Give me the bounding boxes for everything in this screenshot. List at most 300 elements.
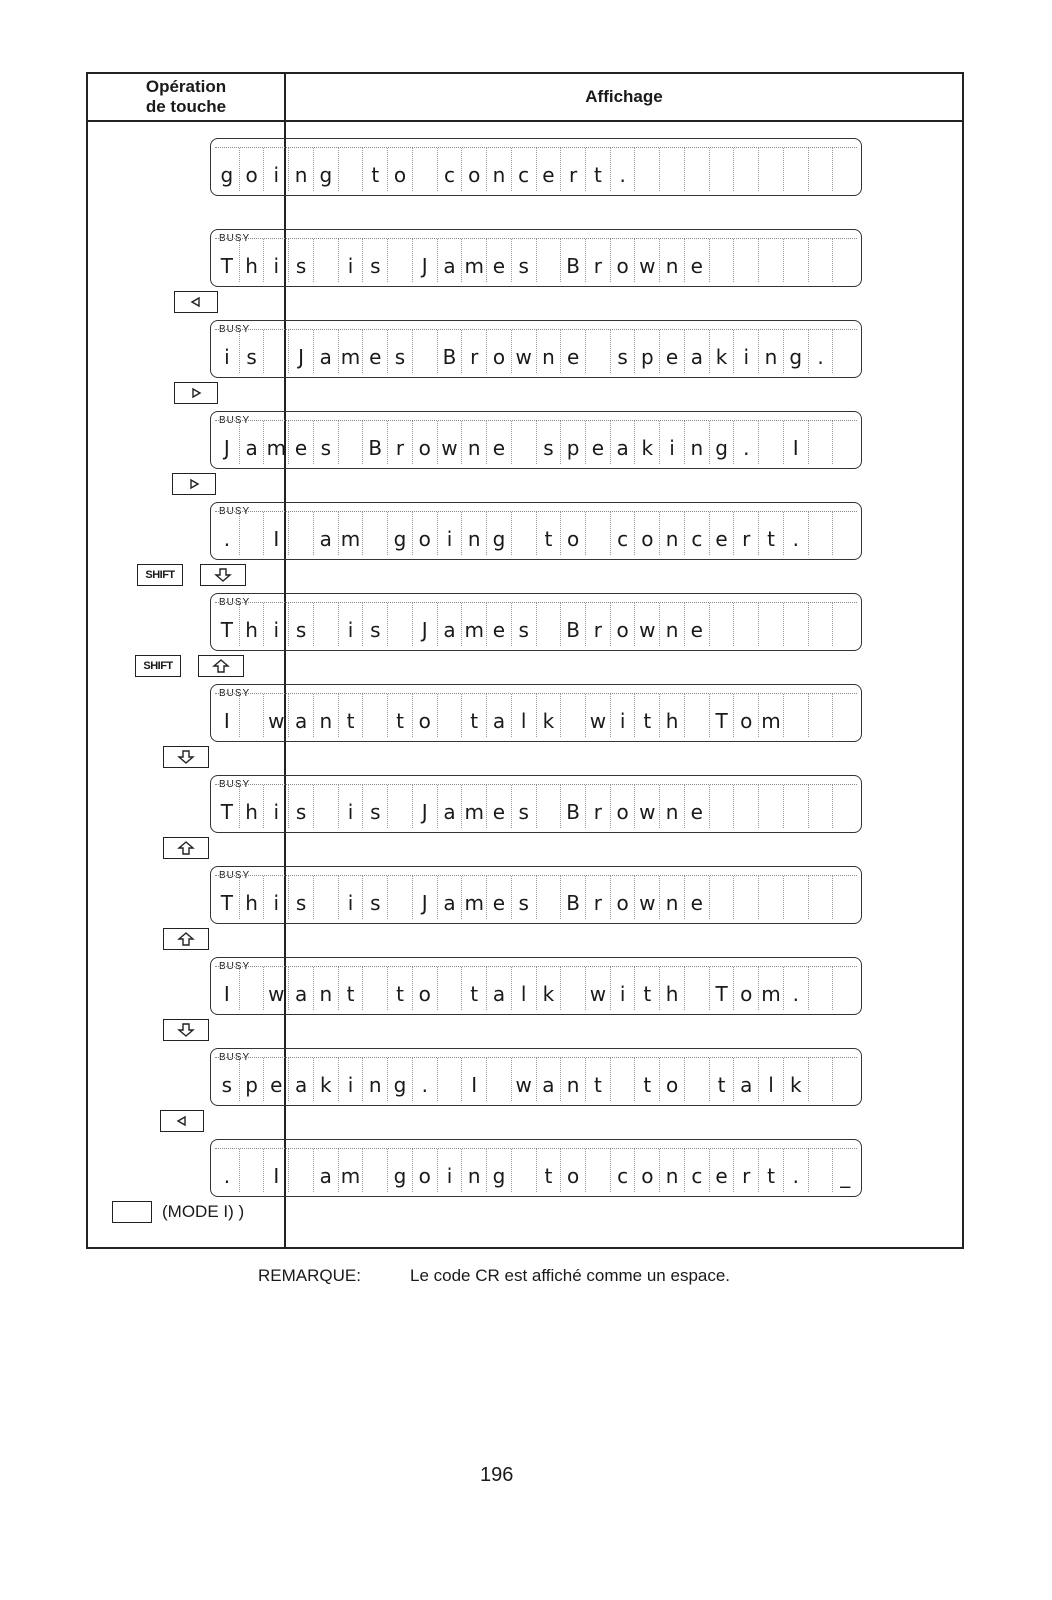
lcd-char-cell: t: [710, 1058, 735, 1101]
lcd-char-cell: o: [660, 1058, 685, 1101]
lcd-char-cell: w: [264, 967, 289, 1010]
lcd-char-cell: m: [339, 330, 364, 373]
lcd-char-cell: r: [586, 603, 611, 646]
lcd-char-cell: t: [339, 967, 364, 1010]
lcd-char-cell: n: [660, 512, 685, 555]
lcd-char-cell: w: [635, 239, 660, 282]
lcd-char-cell: [438, 967, 463, 1010]
lcd-cells: [215, 420, 857, 464]
lcd-char-cell: g: [388, 512, 413, 555]
operation-header-line2: de touche: [145, 97, 227, 116]
shift-key-icon: SHIFT: [137, 564, 183, 586]
lcd-char-cell: o: [611, 603, 636, 646]
lcd-char-cell: [759, 148, 784, 191]
lcd-char-cell: g: [388, 1058, 413, 1101]
lcd-char-cell: h: [240, 785, 265, 828]
lcd-char-cell: r: [561, 148, 586, 191]
mode-key-icon: [112, 1201, 152, 1223]
lcd-char-cell: [833, 148, 857, 191]
lcd-char-cell: o: [240, 148, 265, 191]
lcd-char-cell: n: [314, 967, 339, 1010]
busy-indicator: BUSY: [219, 506, 251, 517]
lcd-char-cell: s: [512, 239, 537, 282]
lcd-cells: [215, 602, 857, 646]
lcd-char-cell: t: [363, 148, 388, 191]
lcd-char-cell: s: [512, 603, 537, 646]
lcd-char-cell: t: [388, 967, 413, 1010]
lcd-char-cell: [289, 512, 314, 555]
lcd-char-cell: m: [264, 421, 289, 464]
lcd-char-cell: J: [289, 330, 314, 373]
lcd-char-cell: g: [314, 148, 339, 191]
display-header: Affichage: [585, 87, 663, 106]
lcd-char-cell: [264, 330, 289, 373]
lcd-char-cell: o: [561, 1149, 586, 1192]
lcd-char-cell: T: [710, 694, 735, 737]
lcd-char-cell: n: [487, 148, 512, 191]
lcd-char-cell: g: [215, 148, 240, 191]
lcd-char-cell: [512, 421, 537, 464]
lcd-char-cell: [685, 1058, 710, 1101]
lcd-char-cell: e: [710, 512, 735, 555]
lcd-char-cell: [240, 967, 265, 1010]
lcd-char-cell: r: [586, 785, 611, 828]
lcd-char-cell: [784, 694, 809, 737]
lcd-char-cell: e: [586, 421, 611, 464]
lcd-char-cell: T: [215, 603, 240, 646]
lcd-char-cell: t: [388, 694, 413, 737]
busy-indicator: BUSY: [219, 870, 251, 881]
lcd-char-cell: p: [561, 421, 586, 464]
lcd-char-cell: w: [438, 421, 463, 464]
lcd-char-cell: i: [264, 603, 289, 646]
lcd-char-cell: a: [240, 421, 265, 464]
lcd-char-cell: i: [660, 421, 685, 464]
lcd-char-cell: [710, 876, 735, 919]
lcd-char-cell: a: [487, 967, 512, 1010]
lcd-char-cell: l: [512, 694, 537, 737]
lcd-char-cell: [586, 330, 611, 373]
lcd-char-cell: o: [413, 512, 438, 555]
lcd-char-cell: e: [487, 785, 512, 828]
lcd-char-cell: [561, 967, 586, 1010]
lcd-char-cell: i: [438, 512, 463, 555]
lcd-char-cell: [833, 330, 857, 373]
lcd-char-cell: g: [487, 1149, 512, 1192]
lcd-char-cell: w: [264, 694, 289, 737]
lcd-cells: [215, 693, 857, 737]
lcd-char-cell: [833, 876, 857, 919]
lcd-cells: [215, 147, 857, 191]
lcd-char-cell: a: [734, 1058, 759, 1101]
lcd-char-cell: w: [635, 603, 660, 646]
lcd-char-cell: [586, 512, 611, 555]
lcd-char-cell: [339, 421, 364, 464]
lcd-char-cell: [413, 148, 438, 191]
lcd-char-cell: s: [537, 421, 562, 464]
lcd-char-cell: e: [685, 785, 710, 828]
lcd-char-cell: [314, 603, 339, 646]
operation-header-line1: Opération: [145, 77, 227, 96]
lcd-char-cell: o: [734, 967, 759, 1010]
lcd-char-cell: e: [537, 148, 562, 191]
lcd-char-cell: [833, 421, 857, 464]
lcd-display: [210, 593, 862, 651]
lcd-char-cell: a: [314, 1149, 339, 1192]
lcd-char-cell: [685, 967, 710, 1010]
lcd-char-cell: [833, 1058, 857, 1101]
right-arrow-icon: [185, 386, 207, 400]
lcd-char-cell: [809, 148, 834, 191]
lcd-char-cell: B: [561, 876, 586, 919]
lcd-char-cell: i: [339, 239, 364, 282]
busy-indicator: BUSY: [219, 233, 251, 244]
lcd-char-cell: I: [264, 1149, 289, 1192]
remark-text: Le code CR est affiché comme un espace.: [410, 1266, 731, 1285]
lcd-char-cell: s: [363, 603, 388, 646]
lcd-char-cell: t: [537, 512, 562, 555]
up-arrow-icon: [175, 932, 197, 946]
lcd-char-cell: [784, 876, 809, 919]
lcd-char-cell: s: [611, 330, 636, 373]
lcd-char-cell: m: [462, 239, 487, 282]
lcd-char-cell: [784, 603, 809, 646]
lcd-char-cell: [512, 512, 537, 555]
lcd-char-cell: w: [586, 694, 611, 737]
lcd-char-cell: c: [611, 1149, 636, 1192]
lcd-char-cell: [314, 785, 339, 828]
arrow-left-key-icon: [160, 1110, 204, 1132]
lcd-char-cell: m: [462, 785, 487, 828]
lcd-char-cell: r: [734, 1149, 759, 1192]
lcd-char-cell: [289, 1149, 314, 1192]
lcd-char-cell: [487, 1058, 512, 1101]
lcd-char-cell: i: [438, 1149, 463, 1192]
lcd-char-cell: s: [314, 421, 339, 464]
arrow-up-key-icon: [163, 928, 209, 950]
lcd-char-cell: t: [635, 967, 660, 1010]
lcd-char-cell: w: [512, 1058, 537, 1101]
lcd-char-cell: g: [784, 330, 809, 373]
lcd-char-cell: a: [685, 330, 710, 373]
lcd-char-cell: h: [240, 603, 265, 646]
lcd-char-cell: I: [215, 967, 240, 1010]
lcd-char-cell: t: [339, 694, 364, 737]
lcd-char-cell: h: [240, 239, 265, 282]
lcd-char-cell: [734, 239, 759, 282]
lcd-char-cell: [759, 785, 784, 828]
arrow-down-key-icon: [163, 1019, 209, 1041]
lcd-char-cell: [734, 785, 759, 828]
lcd-char-cell: T: [215, 239, 240, 282]
lcd-char-cell: h: [240, 876, 265, 919]
lcd-char-cell: [388, 876, 413, 919]
lcd-display: [210, 775, 862, 833]
lcd-display: [210, 502, 862, 560]
lcd-char-cell: s: [289, 785, 314, 828]
lcd-char-cell: J: [413, 603, 438, 646]
lcd-char-cell: o: [611, 876, 636, 919]
lcd-char-cell: e: [487, 421, 512, 464]
lcd-char-cell: [734, 603, 759, 646]
lcd-char-cell: o: [611, 239, 636, 282]
lcd-display: [210, 1048, 862, 1106]
lcd-char-cell: [833, 512, 857, 555]
lcd-char-cell: n: [289, 148, 314, 191]
header-divider: [88, 120, 962, 122]
lcd-char-cell: o: [388, 148, 413, 191]
lcd-char-cell: t: [462, 967, 487, 1010]
lcd-display: [210, 320, 862, 378]
lcd-char-cell: i: [264, 785, 289, 828]
lcd-char-cell: [809, 1058, 834, 1101]
lcd-char-cell: J: [215, 421, 240, 464]
lcd-char-cell: p: [635, 330, 660, 373]
lcd-display: [210, 684, 862, 742]
lcd-char-cell: .: [611, 148, 636, 191]
up-arrow-icon: [210, 659, 232, 673]
arrow-right-key-icon: [174, 382, 218, 404]
lcd-char-cell: [611, 1058, 636, 1101]
lcd-char-cell: t: [759, 512, 784, 555]
lcd-char-cell: [734, 148, 759, 191]
lcd-char-cell: B: [438, 330, 463, 373]
mode-label: (MODE I) ): [162, 1202, 245, 1221]
right-arrow-icon: [183, 477, 205, 491]
lcd-char-cell: e: [363, 330, 388, 373]
lcd-char-cell: [388, 239, 413, 282]
lcd-cells: [215, 329, 857, 373]
lcd-char-cell: n: [759, 330, 784, 373]
lcd-char-cell: a: [314, 330, 339, 373]
lcd-char-cell: c: [438, 148, 463, 191]
lcd-char-cell: [784, 785, 809, 828]
lcd-char-cell: I: [462, 1058, 487, 1101]
lcd-char-cell: o: [734, 694, 759, 737]
lcd-char-cell: [809, 876, 834, 919]
lcd-char-cell: t: [462, 694, 487, 737]
lcd-char-cell: e: [685, 239, 710, 282]
lcd-char-cell: [833, 603, 857, 646]
lcd-char-cell: n: [462, 512, 487, 555]
arrow-right-key-icon: [172, 473, 216, 495]
lcd-char-cell: k: [784, 1058, 809, 1101]
lcd-char-cell: [537, 239, 562, 282]
lcd-char-cell: t: [586, 1058, 611, 1101]
lcd-char-cell: c: [512, 148, 537, 191]
left-arrow-icon: [185, 295, 207, 309]
lcd-char-cell: e: [487, 239, 512, 282]
lcd-char-cell: g: [388, 1149, 413, 1192]
lcd-char-cell: n: [660, 239, 685, 282]
lcd-char-cell: [759, 239, 784, 282]
busy-indicator: BUSY: [219, 324, 251, 335]
lcd-char-cell: [759, 421, 784, 464]
left-arrow-icon: [171, 1114, 193, 1128]
lcd-char-cell: e: [289, 421, 314, 464]
lcd-char-cell: _: [840, 1164, 851, 1188]
lcd-char-cell: e: [487, 603, 512, 646]
lcd-char-cell: I: [215, 694, 240, 737]
busy-indicator: BUSY: [219, 779, 251, 790]
arrow-up-key-icon: [163, 837, 209, 859]
busy-indicator: BUSY: [219, 688, 251, 699]
lcd-char-cell: l: [512, 967, 537, 1010]
lcd-char-cell: n: [561, 1058, 586, 1101]
lcd-char-cell: e: [710, 1149, 735, 1192]
lcd-char-cell: [809, 1149, 834, 1192]
lcd-char-cell: r: [388, 421, 413, 464]
lcd-display: [210, 229, 862, 287]
lcd-cells: [215, 511, 857, 555]
lcd-char-cell: a: [611, 421, 636, 464]
lcd-char-cell: [363, 512, 388, 555]
lcd-char-cell: [240, 1149, 265, 1192]
lcd-char-cell: i: [339, 785, 364, 828]
lcd-char-cell: o: [611, 785, 636, 828]
lcd-char-cell: m: [759, 694, 784, 737]
lcd-char-cell: .: [215, 512, 240, 555]
lcd-char-cell: T: [215, 785, 240, 828]
lcd-char-cell: g: [710, 421, 735, 464]
lcd-char-cell: [586, 1149, 611, 1192]
lcd-char-cell: i: [264, 148, 289, 191]
lcd-char-cell: a: [438, 785, 463, 828]
lcd-char-cell: s: [363, 785, 388, 828]
lcd-char-cell: h: [660, 967, 685, 1010]
lcd-char-cell: [413, 330, 438, 373]
lcd-char-cell: [809, 603, 834, 646]
lcd-char-cell: r: [734, 512, 759, 555]
lcd-display: [210, 957, 862, 1015]
lcd-char-cell: .: [784, 1149, 809, 1192]
lcd-char-cell: t: [537, 1149, 562, 1192]
lcd-char-cell: e: [685, 603, 710, 646]
lcd-char-cell: i: [734, 330, 759, 373]
lcd-cells: [215, 1148, 857, 1192]
lcd-char-cell: [784, 239, 809, 282]
lcd-display: [210, 138, 862, 196]
lcd-char-cell: n: [660, 785, 685, 828]
lcd-char-cell: [833, 967, 857, 1010]
lcd-char-cell: [710, 785, 735, 828]
lcd-char-cell: n: [660, 876, 685, 919]
lcd-char-cell: [809, 512, 834, 555]
lcd-char-cell: n: [660, 603, 685, 646]
lcd-char-cell: I: [264, 512, 289, 555]
arrow-down-key-icon: [163, 746, 209, 768]
lcd-char-cell: i: [264, 239, 289, 282]
lcd-char-cell: [759, 876, 784, 919]
lcd-char-cell: a: [289, 694, 314, 737]
lcd-char-cell: m: [462, 876, 487, 919]
lcd-char-cell: t: [635, 1058, 660, 1101]
lcd-char-cell: B: [363, 421, 388, 464]
lcd-char-cell: s: [240, 330, 265, 373]
lcd-char-cell: t: [586, 148, 611, 191]
lcd-char-cell: m: [759, 967, 784, 1010]
lcd-char-cell: a: [438, 239, 463, 282]
arrow-up-key-icon: [198, 655, 244, 677]
lcd-char-cell: m: [339, 512, 364, 555]
lcd-char-cell: [833, 785, 857, 828]
lcd-cells: [215, 1057, 857, 1101]
lcd-char-cell: [388, 603, 413, 646]
lcd-char-cell: I: [784, 421, 809, 464]
lcd-char-cell: i: [611, 694, 636, 737]
lcd-char-cell: [809, 421, 834, 464]
lcd-char-cell: .: [734, 421, 759, 464]
arrow-left-key-icon: [174, 291, 218, 313]
lcd-char-cell: n: [660, 1149, 685, 1192]
lcd-char-cell: o: [413, 1149, 438, 1192]
lcd-char-cell: o: [635, 512, 660, 555]
lcd-char-cell: o: [487, 330, 512, 373]
lcd-char-cell: s: [289, 876, 314, 919]
lcd-char-cell: k: [635, 421, 660, 464]
lcd-cells: [215, 966, 857, 1010]
lcd-char-cell: s: [215, 1058, 240, 1101]
lcd-char-cell: [833, 239, 857, 282]
lcd-char-cell: e: [264, 1058, 289, 1101]
lcd-char-cell: [240, 512, 265, 555]
lcd-display: [210, 411, 862, 469]
lcd-char-cell: a: [487, 694, 512, 737]
lcd-char-cell: [710, 603, 735, 646]
lcd-char-cell: e: [660, 330, 685, 373]
lcd-char-cell: o: [635, 1149, 660, 1192]
lcd-char-cell: o: [413, 967, 438, 1010]
lcd-char-cell: [710, 239, 735, 282]
lcd-char-cell: [388, 785, 413, 828]
lcd-char-cell: a: [289, 1058, 314, 1101]
lcd-char-cell: [734, 876, 759, 919]
lcd-char-cell: [809, 239, 834, 282]
busy-indicator: BUSY: [219, 961, 251, 972]
lcd-char-cell: m: [462, 603, 487, 646]
lcd-char-cell: l: [759, 1058, 784, 1101]
lcd-char-cell: i: [339, 603, 364, 646]
lcd-cells: [215, 238, 857, 282]
lcd-display: [210, 866, 862, 924]
lcd-char-cell: k: [710, 330, 735, 373]
lcd-char-cell: [363, 1149, 388, 1192]
lcd-char-cell: [784, 148, 809, 191]
down-arrow-icon: [175, 1023, 197, 1037]
lcd-char-cell: [710, 148, 735, 191]
lcd-char-cell: e: [685, 876, 710, 919]
lcd-char-cell: h: [660, 694, 685, 737]
lcd-char-cell: s: [289, 239, 314, 282]
lcd-char-cell: [685, 694, 710, 737]
lcd-char-cell: [537, 785, 562, 828]
shift-key-icon: SHIFT: [135, 655, 181, 677]
lcd-char-cell: J: [413, 876, 438, 919]
lcd-char-cell: .: [413, 1058, 438, 1101]
lcd-char-cell: T: [215, 876, 240, 919]
lcd-char-cell: i: [215, 330, 240, 373]
lcd-char-cell: [635, 148, 660, 191]
lcd-char-cell: [809, 967, 834, 1010]
lcd-char-cell: t: [635, 694, 660, 737]
lcd-char-cell: a: [438, 876, 463, 919]
lcd-char-cell: [438, 694, 463, 737]
remark-label: REMARQUE:: [258, 1266, 361, 1285]
lcd-char-cell: s: [512, 876, 537, 919]
lcd-char-cell: i: [339, 1058, 364, 1101]
lcd-char-cell: a: [438, 603, 463, 646]
operation-header: [88, 74, 284, 120]
